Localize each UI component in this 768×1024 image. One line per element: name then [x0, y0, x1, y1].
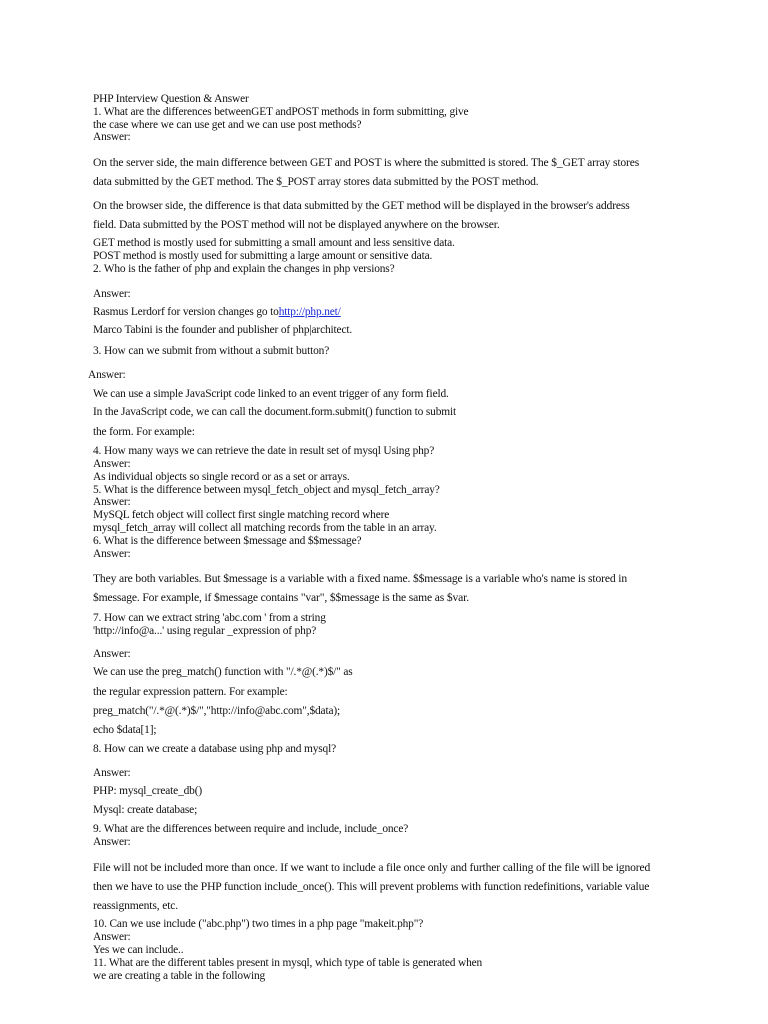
answer-1-para-2-line-2: field. Data submitted by the POST method will not be displayed anywhere on the browser. — [93, 218, 500, 231]
answer-label-10: Answer: — [93, 931, 131, 943]
doc-title: PHP Interview Question & Answer — [93, 93, 249, 105]
answer-7-code-2: echo $data[1]; — [93, 724, 157, 736]
question-3: 3. How can we submit from without a submit button? — [93, 345, 330, 357]
answer-5-line-1: MySQL fetch object will collect first single matching record where — [93, 509, 390, 521]
answer-3-line-1: We can use a simple JavaScript code linked to an event trigger of any form field. — [93, 388, 449, 400]
question-4: 4. How many ways we can retrieve the date in result set of mysql Using php? — [93, 445, 435, 457]
answer-9-line-2: then we have to use the PHP function include_once(). This will prevent problems with function redefinitions, variable value — [93, 880, 650, 893]
question-5: 5. What is the difference between mysql_fetch_object and mysql_fetch_array? — [93, 484, 440, 496]
answer-label-4: Answer: — [93, 458, 131, 470]
answer-1-para-1-line-1: On the server side, the main difference between GET and POST is where the submitted is stored. The $_GET array stores — [93, 156, 640, 169]
rasmus-text: Rasmus Lerdorf for version changes go to — [93, 306, 279, 318]
answer-8-line-1: PHP: mysql_create_db() — [93, 785, 203, 797]
answer-6-line-2: $message. For example, if $message contains "var", $$message is the same as $var. — [93, 591, 469, 604]
marco-line: Marco Tabini is the founder and publisher of php|architect. — [93, 324, 353, 336]
answer-3-line-2: In the JavaScript code, we can call the document.form.submit() function to submit — [93, 406, 457, 418]
question-9: 9. What are the differences between require and include, include_once? — [93, 823, 409, 835]
question-7-line-1: 7. How can we extract string 'abc.com ' from a string — [93, 612, 326, 624]
answer-6-line-1: They are both variables. But $message is a variable with a fixed name. $$message is a variable who's name is stored in — [93, 572, 627, 585]
answer-7-line-1: We can use the preg_match() function with "/.*@(.*)$/" as — [93, 666, 353, 678]
answer-8-line-2: Mysql: create database; — [93, 804, 198, 816]
question-8: 8. How can we create a database using php and mysql? — [93, 743, 337, 755]
answer-10: Yes we can include.. — [93, 944, 184, 956]
question-2: 2. Who is the father of php and explain the changes in php versions? — [93, 263, 395, 275]
answer-label-7: Answer: — [93, 648, 131, 660]
question-11-line-1: 11. What are the different tables present in mysql, which type of table is generated when — [93, 957, 483, 969]
question-1-line-2: the case where we can use get and we can use post methods? — [93, 119, 362, 131]
answer-label-3: Answer: — [88, 369, 126, 381]
question-1-line-1: 1. What are the differences betweenGET andPOST methods in form submitting, give — [93, 106, 469, 118]
answer-9-line-1: File will not be included more than once. If we want to include a file once only and further calling of the file will be ignored — [93, 861, 651, 874]
answer-9-line-3: reassignments, etc. — [93, 899, 179, 912]
answer-7-line-2: the regular expression pattern. For example: — [93, 686, 288, 698]
answer-4: As individual objects so single record or as a set or arrays. — [93, 471, 350, 483]
question-6: 6. What is the difference between $message and $$message? — [93, 535, 362, 547]
question-7-line-2: 'http://info@a...' using regular _expression of php? — [93, 625, 317, 637]
question-10: 10. Can we use include ("abc.php") two times in a php page "makeit.php"? — [93, 918, 424, 930]
rasmus-line — [93, 306, 341, 319]
answer-label-2: Answer: — [93, 288, 131, 300]
answer-label-1: Answer: — [93, 131, 131, 143]
answer-5-line-2: mysql_fetch_array will collect all matching records from the table in an array. — [93, 522, 437, 534]
answer-label-5: Answer: — [93, 496, 131, 508]
post-usage-line: POST method is mostly used for submitting a large amount or sensitive data. — [93, 250, 433, 262]
answer-7-code-1: preg_match("/.*@(.*)$/","http://info@abc.com",$data); — [93, 705, 341, 717]
get-usage-line: GET method is mostly used for submitting a small amount and less sensitive data. — [93, 237, 455, 249]
answer-label-9: Answer: — [93, 836, 131, 848]
answer-label-8: Answer: — [93, 767, 131, 779]
answer-label-6: Answer: — [93, 548, 131, 560]
answer-3-line-3: the form. For example: — [93, 426, 195, 438]
answer-1-para-1-line-2: data submitted by the GET method. The $_POST array stores data submitted by the POST method. — [93, 175, 539, 188]
question-11-line-2: we are creating a table in the following — [93, 970, 266, 982]
answer-1-para-2-line-1: On the browser side, the difference is that data submitted by the GET method will be displayed in the browser's address — [93, 199, 630, 212]
php-net-link[interactable]: http://php.net/ — [278, 306, 341, 318]
